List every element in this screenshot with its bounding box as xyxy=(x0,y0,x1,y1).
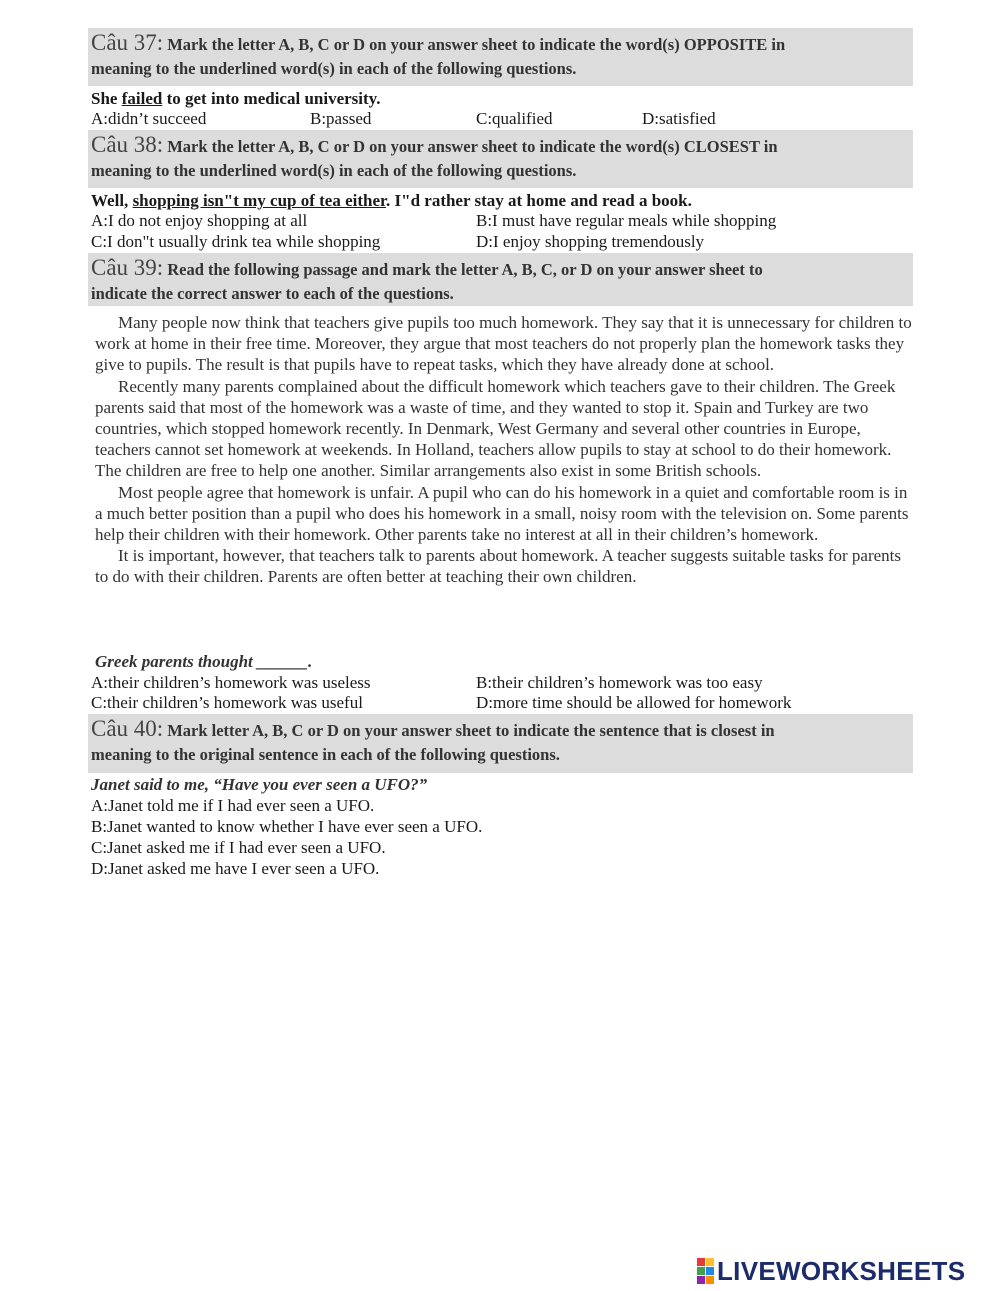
q37-option-a[interactable]: A:didn’t succeed xyxy=(91,109,207,128)
q38-option-c[interactable]: C:I don"t usually drink tea while shopping xyxy=(91,232,381,251)
q39-number: Câu 39: xyxy=(91,255,164,280)
logo-block-3 xyxy=(697,1267,705,1275)
q37-stem-underlined: failed xyxy=(121,89,163,108)
logo-block-2 xyxy=(706,1258,714,1266)
q38-stem-after: . I"d rather stay at home and read a book. xyxy=(386,191,692,210)
q39-option-b[interactable]: B:their children’s homework was too easy xyxy=(476,673,763,692)
q38-header xyxy=(88,130,913,188)
q38-option-d[interactable]: D:I enjoy shopping tremendously xyxy=(476,232,705,251)
q37-stem-before: She xyxy=(91,89,122,108)
q39-instruction-line1: Read the following passage and mark the letter A, B, C, or D on your answer sheet to xyxy=(167,260,763,279)
passage-paragraph-4: It is important, however, that teachers talk to parents about homework. A teacher suggests suitable tasks for parents to do with their children. Parents are often better at teaching their own children. xyxy=(95,546,901,587)
logo-block-1 xyxy=(697,1258,705,1266)
logo-block-4 xyxy=(706,1267,714,1275)
q38-option-b[interactable]: B:I must have regular meals while shopping xyxy=(476,211,777,230)
logo-block-5 xyxy=(697,1276,705,1284)
q37-number: Câu 37: xyxy=(91,30,164,55)
q37-option-c[interactable]: C:qualified xyxy=(476,109,553,128)
q40-option-b[interactable]: B:Janet wanted to know whether I have ever seen a UFO. xyxy=(91,817,483,836)
q40-stem: Janet said to me, “Have you ever seen a UFO?” xyxy=(91,775,428,794)
q38-number: Câu 38: xyxy=(91,132,164,157)
q37-stem xyxy=(91,89,380,109)
q40-instruction-line1: Mark letter A, B, C or D on your answer sheet to indicate the sentence that is closest in xyxy=(167,721,775,740)
q40-number: Câu 40: xyxy=(91,716,164,741)
q37-instruction-line2: meaning to the underlined word(s) in each of the following questions. xyxy=(91,59,577,78)
q37-instruction-line1: Mark the letter A, B, C or D on your answer sheet to indicate the word(s) OPPOSITE in xyxy=(167,35,786,54)
q38-stem-before: Well, xyxy=(91,191,133,210)
q40-option-c[interactable]: C:Janet asked me if I had ever seen a UFO. xyxy=(91,838,386,857)
q39-header xyxy=(88,253,913,306)
q39-instruction-line2: indicate the correct answer to each of the questions. xyxy=(91,284,454,303)
logo-blocks-icon xyxy=(697,1258,714,1284)
passage-paragraph-3: Most people agree that homework is unfair. A pupil who can do his homework in a quiet and comfortable room is in a much better position than a pupil who does his homework in a small, noisy room with the television on. Some parents help their children with their homework. Other parents take no interest at all in their children’s homework. xyxy=(95,482,909,545)
q38-stem-underlined: shopping isn"t my cup of tea either xyxy=(132,191,387,210)
q38-option-a[interactable]: A:I do not enjoy shopping at all xyxy=(91,211,308,230)
q40-header xyxy=(88,714,913,773)
q38-stem xyxy=(91,191,692,211)
passage-paragraph-1: Many people now think that teachers give pupils too much homework. They say that it is unnecessary for children to work at home in their free time. Moreover, they argue that most teachers do not properly plan the homework tasks they give to pupils. The result is that pupils have to repeat tasks, which they have already done at school. xyxy=(95,313,912,375)
q40-option-d[interactable]: D:Janet asked me have I ever seen a UFO. xyxy=(91,859,380,878)
q37-option-b[interactable]: B:passed xyxy=(310,109,372,128)
logo-text: LIVEWORKSHEETS xyxy=(717,1255,966,1286)
passage-paragraph-2: Recently many parents complained about the difficult homework which teachers gave to their children. The Greek parents said that most of the homework was a waste of time, and they wanted to stop it. Spain and Turkey are two countries, which stopped homework recently. In Denmark, West Germany and several other countries in Europe, teachers cannot set homework at weekends. In Holland, teachers allow pupils to stay at school to do their homework. The children are free to help one another. Similar arrangements also exist in some British schools. xyxy=(95,376,896,481)
q38-instruction-line2: meaning to the underlined word(s) in each of the following questions. xyxy=(91,161,577,180)
q37-stem-after: to get into medical university. xyxy=(162,89,381,108)
q39-stem: Greek parents thought ______. xyxy=(95,652,313,671)
q39-option-d[interactable]: D:more time should be allowed for homework xyxy=(476,693,792,712)
q38-instruction-line1: Mark the letter A, B, C or D on your answer sheet to indicate the word(s) CLOSEST in xyxy=(167,137,778,156)
q40-option-a[interactable]: A:Janet told me if I had ever seen a UFO. xyxy=(91,796,375,815)
logo-block-6 xyxy=(706,1276,714,1284)
q39-option-a[interactable]: A:their children’s homework was useless xyxy=(91,673,371,692)
q39-passage xyxy=(95,312,915,588)
q40-instruction-line2: meaning to the original sentence in each of the following questions. xyxy=(91,745,560,764)
q37-header xyxy=(88,28,913,86)
q39-option-c[interactable]: C:their children’s homework was useful xyxy=(91,693,363,712)
liveworksheets-logo xyxy=(697,1257,965,1285)
q37-option-d[interactable]: D:satisfied xyxy=(642,109,716,128)
